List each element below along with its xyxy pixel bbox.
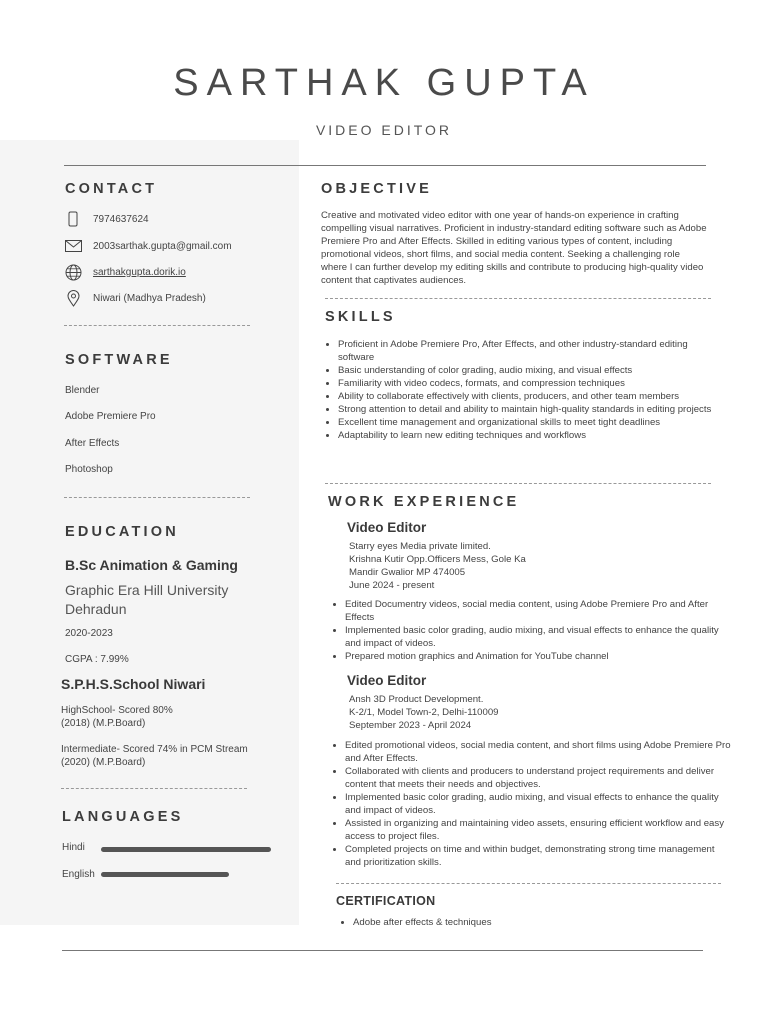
skill-item: • Basic understanding of color grading, audio mixing, and visual effects xyxy=(338,364,722,377)
skills-title: SKILLS xyxy=(325,309,396,325)
phone-icon xyxy=(64,210,82,228)
language-level-bar xyxy=(101,872,271,877)
email-link[interactable]: 2003sarthak.gupta@gmail.com xyxy=(93,240,232,252)
job-title: Video Editor xyxy=(347,520,427,535)
contact-title: CONTACT xyxy=(65,181,158,197)
software-item: After Effects xyxy=(65,438,120,449)
language-level-bar xyxy=(101,847,271,852)
experience-divider xyxy=(336,883,721,884)
intermediate-score: Intermediate- Scored 74% in PCM Stream (2020) (M.P.Board) xyxy=(61,744,248,768)
school-name: S.P.H.S.School Niwari xyxy=(61,676,206,692)
job-address: Krishna Kutir Opp.Officers Mess, Gole Ka xyxy=(349,554,526,565)
objective-text: Creative and motivated video editor with one year of hands-on experience in crafting compelling visual narratives. Proficient in industry-standard editing software such as Adobe Premiere Pro and After Effects. Skilled in editing various types of content, including promotional videos, short films, and social media content. Seeking a challenging role where I can further develop my editing skills and contribute to producing high-quality video content that captivates audiences. xyxy=(321,210,707,286)
software-divider xyxy=(64,497,250,498)
job-responsibilities xyxy=(328,739,731,869)
job-title: Video Editor xyxy=(347,673,427,688)
job-bullet: • Implemented basic color grading, audio mixing, and visual effects to enhance the quality and impact of videos. xyxy=(345,624,729,650)
language-name: Hindi xyxy=(62,842,85,853)
job-details xyxy=(349,540,649,592)
job-company: Ansh 3D Product Development. xyxy=(349,694,484,705)
certification-list xyxy=(336,916,713,929)
contact-website xyxy=(64,262,186,282)
job-company: Starry eyes Media private limited. xyxy=(349,541,491,552)
skill-item: • Ability to collaborate effectively with clients, producers, and other team members xyxy=(338,390,722,403)
software-title: SOFTWARE xyxy=(65,352,173,368)
job-bullet: • Implemented basic color grading, audio mixing, and visual effects to enhance the quality and impact of videos. xyxy=(345,791,731,817)
candidate-role: VIDEO EDITOR xyxy=(315,122,453,138)
skill-item: • Excellent time management and organizational skills to meet tight deadlines xyxy=(338,416,722,429)
job-address: K-2/1, Model Town-2, Delhi-110009 xyxy=(349,707,499,718)
website-link[interactable]: sarthakgupta.dorik.io xyxy=(93,266,186,278)
job-dates: September 2023 - April 2024 xyxy=(349,720,472,731)
language-name: English xyxy=(62,869,95,880)
objective-divider xyxy=(325,298,711,299)
mail-icon xyxy=(64,237,82,255)
skill-item: • Strong attention to detail and ability to maintain high-quality standards in editing projects xyxy=(338,403,722,416)
phone-number: 7974637624 xyxy=(93,213,149,225)
skill-item: • Adaptability to learn new editing techniques and workflows xyxy=(338,429,722,442)
skills-divider xyxy=(325,483,711,484)
location-text: Niwari (Madhya Pradesh) xyxy=(93,292,206,304)
contact-location xyxy=(64,288,206,308)
experience-title: WORK EXPERIENCE xyxy=(328,494,520,510)
software-item: Blender xyxy=(65,385,100,396)
skill-item: • Proficient in Adobe Premiere Pro, After Effects, and other industry-standard editing software xyxy=(338,338,722,364)
job-responsibilities xyxy=(328,598,729,663)
certification-title: CERTIFICATION xyxy=(336,894,436,908)
globe-icon xyxy=(64,263,82,281)
job-bullet: • Assisted in organizing and maintaining video assets, ensuring efficient workflow and easy access to project files. xyxy=(345,817,731,843)
footer-divider xyxy=(62,950,703,951)
job-bullet: • Edited Documentry videos, social media content, using Adobe Premiere Pro and After Effects xyxy=(345,598,729,624)
candidate-name: SARTHAK GUPTA xyxy=(173,62,595,104)
highschool-score: HighSchool- Scored 80% (2018) (M.P.Board) xyxy=(61,705,173,729)
education-divider xyxy=(61,788,247,789)
software-item: Photoshop xyxy=(65,464,113,475)
job-bullet: • Collaborated with clients and producers to understand project requirements and deliver content that meets their needs and objectives. xyxy=(345,765,731,791)
location-pin-icon xyxy=(64,289,82,307)
skill-item: • Familiarity with video codecs, formats, and compression techniques xyxy=(338,377,722,390)
degree-years: 2020-2023 xyxy=(65,628,113,639)
job-details xyxy=(349,693,649,732)
certification-item: • Adobe after effects & techniques xyxy=(353,916,713,929)
language-level-fill xyxy=(101,847,271,852)
contact-divider xyxy=(64,325,250,326)
language-level-fill xyxy=(101,872,229,877)
languages-title: LANGUAGES xyxy=(62,809,184,825)
job-bullet: • Prepared motion graphics and Animation for YouTube channel xyxy=(345,650,729,663)
job-address: Mandir Gwalior MP 474005 xyxy=(349,567,466,578)
header-divider xyxy=(64,165,706,166)
job-bullet: • Edited promotional videos, social media content, and short films using Adobe Premiere Pro and After Effects. xyxy=(345,739,731,765)
software-item: Adobe Premiere Pro xyxy=(65,411,156,422)
skills-list xyxy=(321,338,722,442)
contact-email xyxy=(64,236,232,256)
education-title: EDUCATION xyxy=(65,524,179,540)
degree-name: B.Sc Animation & Gaming xyxy=(65,557,238,573)
job-bullet: • Completed projects on time and within budget, demonstrating strong time management and prioritization skills. xyxy=(345,843,731,869)
degree-cgpa: CGPA : 7.99% xyxy=(65,654,129,665)
university-name: Graphic Era Hill University Dehradun xyxy=(65,582,229,617)
objective-title: OBJECTIVE xyxy=(321,181,432,197)
job-dates: June 2024 - present xyxy=(349,580,435,591)
contact-phone xyxy=(64,209,149,229)
